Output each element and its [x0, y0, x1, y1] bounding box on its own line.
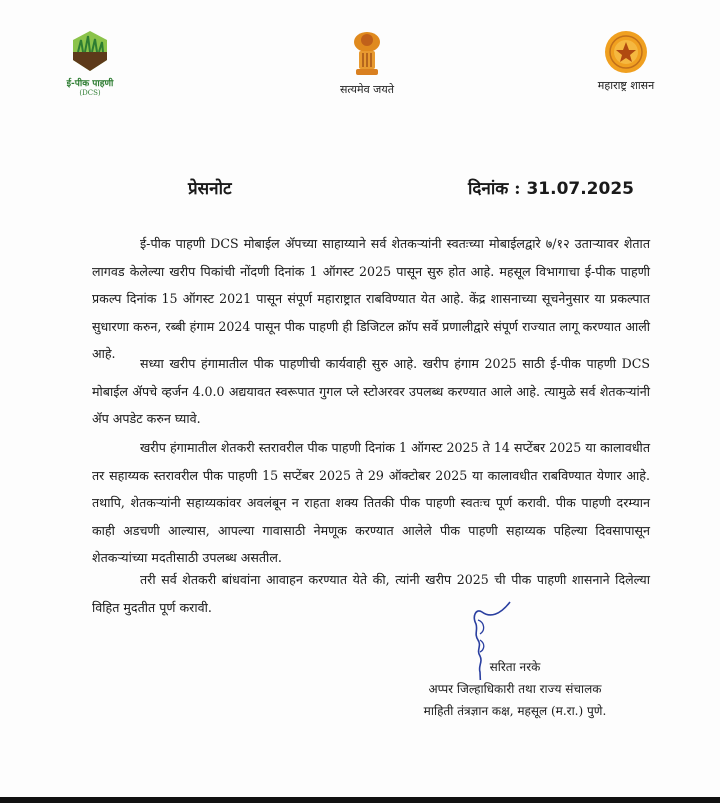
maharashtra-seal-icon	[604, 30, 648, 74]
signatory-office: माहिती तंत्रज्ञान कक्ष, महसूल (म.रा.) पुणे.	[423, 704, 607, 718]
paragraph-registration: ई-पीक पाहणी DCS मोबाईल ॲपच्या साहाय्याने सर्व शेतकऱ्यांनी स्वतःच्या मोबाईलद्वारे ७/१२ उताऱ्यावर शेतात लागवड केलेल्या खरीप पिकांची नोंदणी दिनांक 1 ऑगस्ट 2025 पासून सुरु होत आहे. महसूल विभागाचा ई-पीक पाहणी प्रकल्प दिनांक 15 ऑगस्ट 2021 पासून संपूर्ण महाराष्ट्रात राबविण्यात येत आहे. केंद्र शासनाच्या सूचनेनुसार या प्रकल्पात सुधारणा करुन, रब्बी हंगाम 2024 पासून पीक पाहणी ही डिजिटल क्रॉप सर्वे प्रणालीद्वारे संपूर्ण राज्यात लागू करण्यात आली आहे.	[92, 236, 650, 361]
paragraph-app-update: सध्या खरीप हंगामातील पीक पाहणीची कार्यवाही सुरु आहे. खरीप हंगाम 2025 साठी ई-पीक पाहणी DCS मोबाईल ॲपचे व्हर्जन 4.0.0 अद्ययावत स्वरूपात गुगल प्ले स्टोअरवर उपलब्ध करण्यात आले आहे. त्यामुळे सर्व शेतकऱ्यांनी ॲप अपडेट करुन घ्यावे.	[92, 356, 650, 426]
signature-block	[380, 656, 650, 722]
document-date	[468, 176, 634, 199]
e-peek-sub-caption: (DCS)	[79, 89, 101, 97]
date-value: 31.07.2025	[526, 179, 634, 199]
e-peek-pahani-logo	[52, 30, 128, 97]
paragraph-schedule: खरीप हंगामातील शेतकरी स्तरावरील पीक पाहणी दिनांक 1 ऑगस्ट 2025 ते 14 सप्टेंबर 2025 या कालावधीत तर सहाय्यक स्तरावरील पीक पाहणी 15 सप्टेंबर 2025 ते 29 ऑक्टोबर 2025 या कालावधीत राबविण्यात येणार आहे. तथापि, शेतकऱ्यांनी सहाय्यकांवर अवलंबून न राहता शक्य तितकी पीक पाहणी स्वतःच पूर्ण करावी. पीक पाहणी दरम्यान काही अडचणी आल्यास, आपल्या गावासाठी नेमणूक करण्यात आलेले पीक पाहणी सहाय्यक पहिल्या दिवसापासून शेतकऱ्यांच्या मदतीसाठी उपलब्ध असतील.	[92, 440, 650, 565]
satyamev-jayate-caption: सत्यमेव जयते	[339, 83, 394, 96]
signatory-designation: अप्पर जिल्हाधिकारी तथा राज्य संचालक	[428, 682, 602, 696]
national-emblem	[322, 30, 412, 97]
bottom-edge-bar	[0, 797, 720, 803]
e-peek-leaf-icon	[70, 30, 110, 72]
ashoka-emblem-icon	[350, 30, 384, 78]
e-peek-caption: ई-पीक पाहणी	[66, 79, 114, 89]
maharashtra-shasan-caption: महाराष्ट्र शासन	[597, 79, 655, 92]
signatory-name: सरिता नरके	[489, 660, 541, 674]
document-title: प्रेसनोट	[188, 179, 232, 199]
maharashtra-shasan-seal	[578, 30, 674, 93]
paragraph-appeal: तरी सर्व शेतकरी बांधवांना आवाहन करण्यात येते की, त्यांनी खरीप 2025 ची पीक पाहणी शासनाने दिलेल्या विहित मुदतीत पूर्ण करावी.	[92, 572, 650, 615]
title-row	[188, 176, 648, 202]
date-label: दिनांक :	[468, 179, 521, 199]
